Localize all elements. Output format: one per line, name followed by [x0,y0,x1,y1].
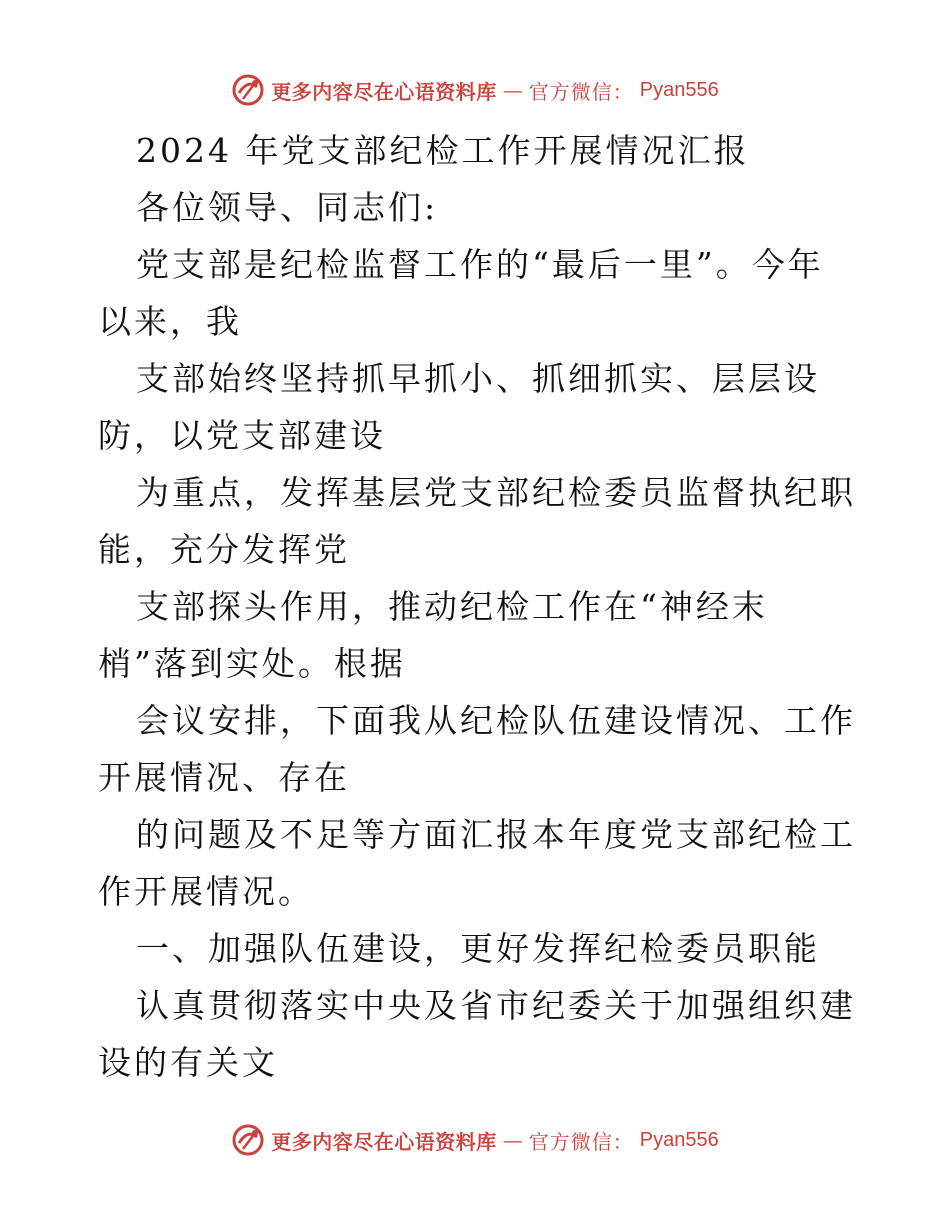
footer-watermark [0,1120,950,1160]
section-heading-1: 一、加强队伍建设，更好发挥纪检委员职能 [136,929,820,968]
body-line-5: 会议安排，下面我从纪检队伍建设情况、工作开展情况、存在 [98,701,856,797]
header-watermark [0,70,950,110]
body-line-3: 为重点，发挥基层党支部纪检委员监督执纪职能，充分发挥党 [98,473,856,569]
document-salutation: 各位领导、同志们: [136,188,439,227]
body-line-2: 支部始终坚持抓早抓小、抓细抓实、层层设防，以党支部建设 [98,359,820,455]
document-body [98,122,858,1091]
watermark-separator: — [502,1128,523,1152]
body-line-7: 认真贯彻落实中央及省市纪委关于加强组织建设的有关文 [98,986,856,1082]
brand-logo-icon [231,1123,265,1157]
watermark-wechat-id: Pyan556 [639,1128,719,1151]
watermark-brand-text: 更多内容尽在心语资料库 [271,1129,497,1154]
watermark-wechat-label: 官方微信： [528,79,634,104]
watermark-wechat-id: Pyan556 [639,78,719,101]
watermark-separator: — [502,78,523,102]
body-line-1: 党支部是纪检监督工作的“最后一里”。今年以来，我 [98,245,824,341]
watermark-brand-text: 更多内容尽在心语资料库 [271,79,497,104]
document-title: 2024 年党支部纪检工作开展情况汇报 [136,131,750,170]
body-line-6: 的问题及不足等方面汇报本年度党支部纪检工作开展情况。 [98,815,856,911]
body-line-4: 支部探头作用，推动纪检工作在“神经末梢”落到实处。根据 [98,587,768,683]
watermark-wechat-label: 官方微信： [528,1129,634,1154]
brand-logo-icon [231,73,265,107]
